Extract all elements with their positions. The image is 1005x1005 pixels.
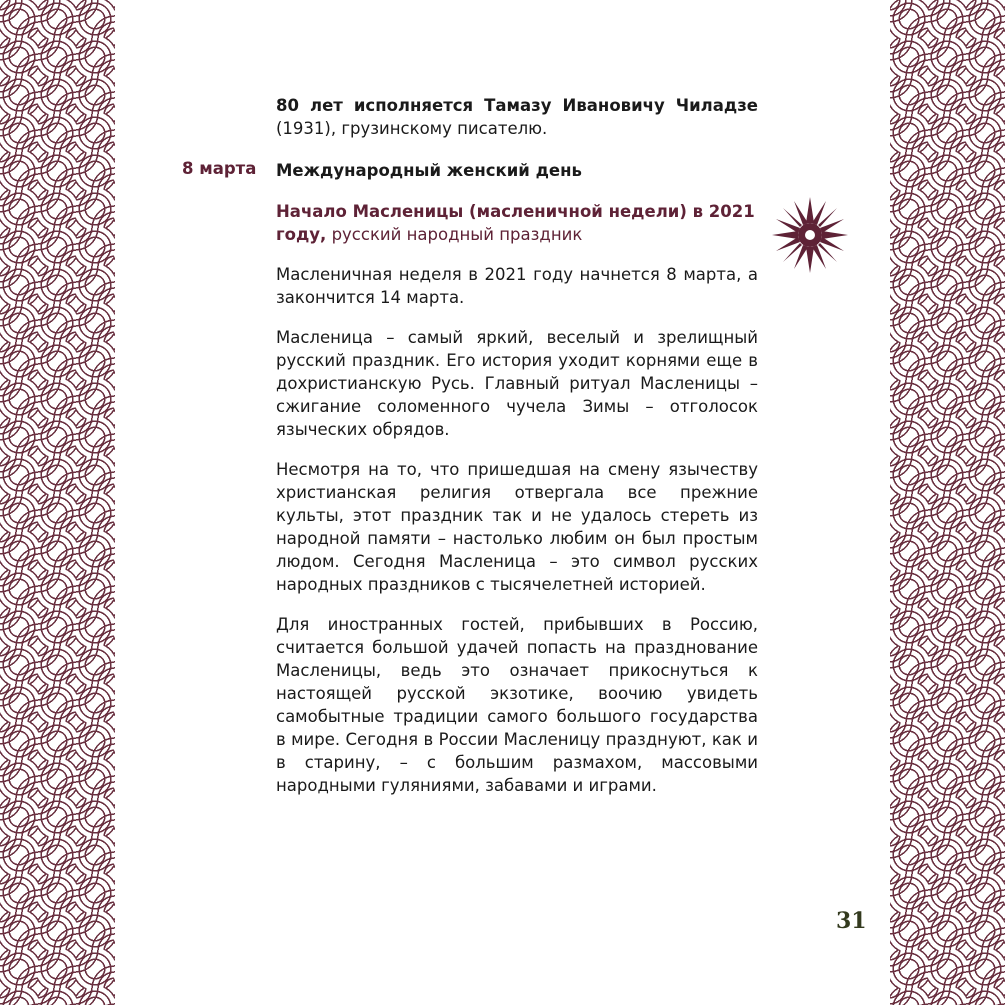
maslenitsa-paragraph-1: Масленичная неделя в 2021 году начнется 8 марта, а закончится 14 марта. <box>276 265 758 307</box>
ornament-border-right <box>890 0 1005 1005</box>
maslenitsa-title: Начало Масленицы (масленичной недели) в 2021 году, <box>276 202 755 244</box>
maslenitsa-paragraph-2: Масленица – самый яркий, веселый и зрелищный русский праздник. Его история уходит корнями еще в дохристианскую Русь. Главный ритуал Масленицы – сжигание соломенного чучела Зимы – отголосок языческих обрядов. <box>276 328 758 439</box>
date-label: 8 марта <box>182 159 257 178</box>
ornament-border-left <box>0 0 115 1005</box>
entry-maslenitsa-heading <box>276 200 758 246</box>
maslenitsa-paragraph-3: Несмотря на то, что пришедшая на смену язычеству христианская религия отвергала все прежние культы, этот праздник так и не удалось стереть из народной памяти – настолько любим он был простым людом. Сегодня Масленица – это символ русских народных праздников с тысячелетней историей. <box>276 460 758 594</box>
maslenitsa-paragraph-4: Для иностранных гостей, прибывших в Россию, считается большой удачей попасть на празднование Масленицы, ведь это означает прикоснуться к настоящей русской экзотике, воочию увидеть самобытные традиции самого большого государства в мире. Сегодня в России Масленицу празднуют, как и в старину, – с большим размахом, массовыми народными гуляниями, забавами и играми. <box>276 615 758 795</box>
page-number: 31 <box>836 908 867 934</box>
main-content <box>276 94 758 797</box>
entry-chiladze-text: (1931), грузинскому писателю. <box>276 119 548 138</box>
entry-womens-day-title: Международный женский день <box>276 161 582 180</box>
maslenitsa-subtitle: русский народный праздник <box>331 225 583 244</box>
entry-chiladze <box>276 94 758 140</box>
entry-chiladze-title: 80 лет исполняется Тамазу Ивановичу Чиладзе <box>276 96 758 115</box>
maslenitsa-sun-icon <box>770 195 850 275</box>
